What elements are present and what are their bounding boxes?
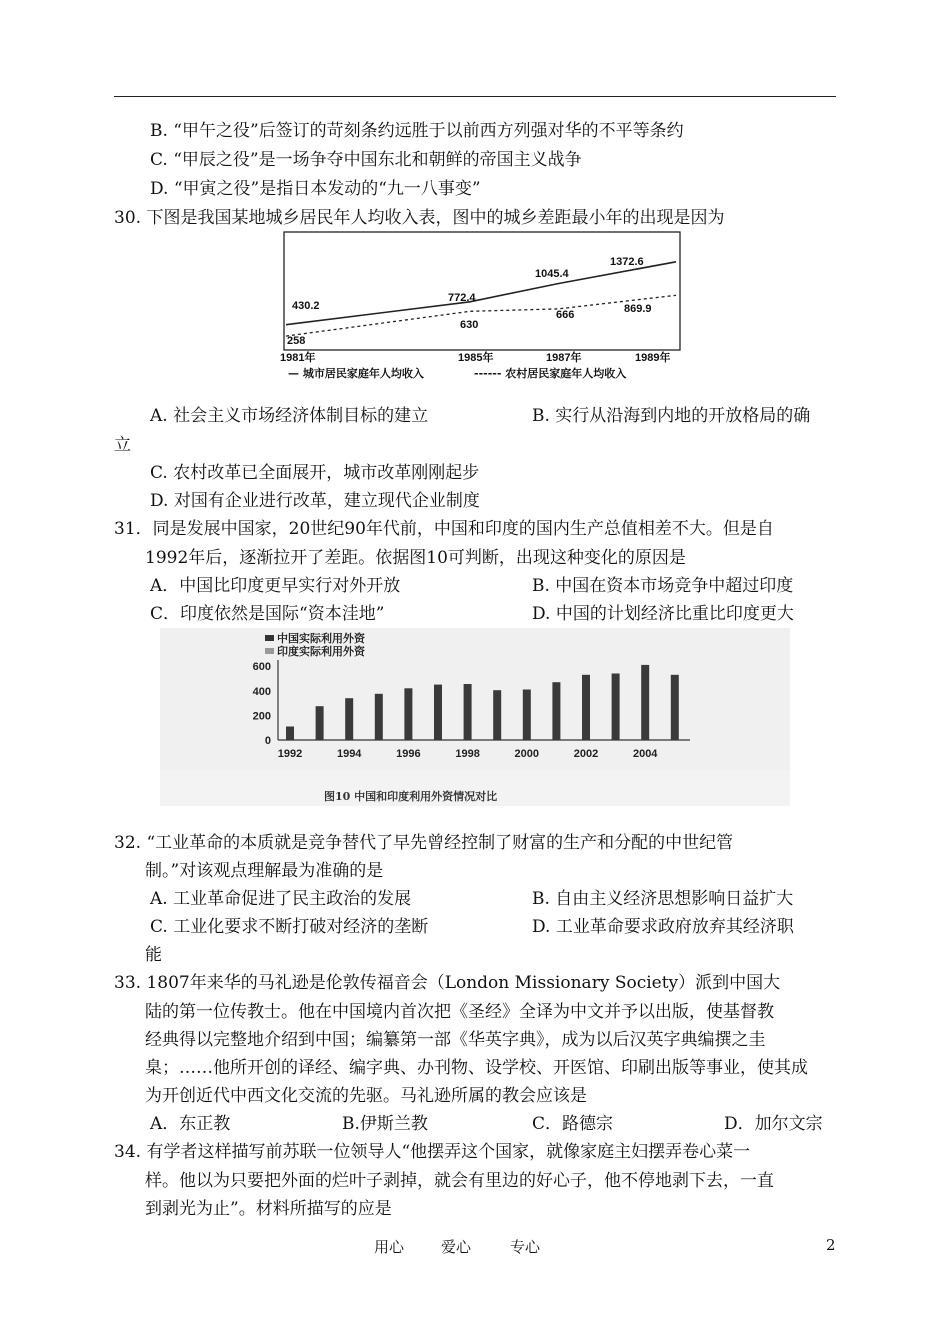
header-rule — [114, 96, 836, 97]
x-tick-1992: 1992 — [277, 748, 303, 760]
q31-option-c: C．印度依然是国际“资本洼地” — [150, 604, 385, 624]
q30-option-c: C. 农村改革已全面展开，城市改革刚刚起步 — [150, 463, 480, 483]
bar-2001 — [552, 682, 560, 740]
q32-option-d: D. 工业革命要求政府放弃其经济职 — [532, 917, 794, 937]
x-tick-1989: 1989年 — [635, 352, 671, 364]
q32-option-a: A. 工业革命促进了民主政治的发展 — [150, 889, 412, 909]
q31-stem-2: 1992年后，逐渐拉开了差距。依据图10可判断，出现这种变化的原因是 — [145, 548, 686, 568]
chart1-frame — [284, 232, 680, 350]
bar-1999 — [493, 690, 501, 740]
chart2-caption: 图10 中国和印度利用外资情况对比 — [324, 790, 498, 803]
label-urban-1985: 772.4 — [448, 292, 476, 304]
x-tick-1987: 1987年 — [546, 352, 582, 364]
page-number: 2 — [826, 1236, 836, 1254]
q31-option-b: B. 中国在资本市场竞争中超过印度 — [532, 576, 794, 596]
x-tick-1985: 1985年 — [458, 352, 494, 364]
label-urban-1981: 430.2 — [292, 300, 320, 312]
label-urban-1989: 1372.6 — [610, 256, 644, 268]
footer-word-1: 用心 — [374, 1238, 405, 1256]
q32-option-b: B. 自由主义经济思想影响日益扩大 — [532, 889, 794, 909]
label-rural-1981: 258 — [287, 335, 306, 347]
urban-income-line — [286, 262, 676, 325]
q33-line-3: 经典得以完整地介绍到中国；编纂第一部《华英字典》，成为以后汉英字典编撰之圭 — [145, 1030, 766, 1050]
legend-rural: ------ 农村居民家庭年人均收入 — [474, 367, 627, 380]
footer-word-3: 专心 — [510, 1238, 541, 1256]
q29-option-c: C. “甲辰之役”是一场争夺中国东北和朝鲜的帝国主义战争 — [150, 150, 582, 170]
x-tick-2004: 2004 — [632, 748, 658, 760]
q30-option-a: A. 社会主义市场经济体制目标的建立 — [150, 406, 429, 426]
x-tick-2002: 2002 — [573, 748, 599, 760]
legend-china-swatch — [265, 635, 274, 641]
q33-option-d: D．加尔文宗 — [724, 1114, 823, 1134]
x-tick-1994: 1994 — [336, 748, 362, 760]
x-tick-1981: 1981年 — [280, 352, 316, 364]
q34-line-2: 样。他以为只要把外面的烂叶子剥掉，就会有里边的好心子，他不停地剥下去，一直 — [145, 1171, 774, 1191]
q33-option-b: B.伊斯兰教 — [342, 1114, 428, 1134]
y-tick-600: 600 — [252, 661, 271, 674]
q32-option-d-cont: 能 — [145, 945, 162, 965]
bar-1996 — [404, 688, 412, 740]
y-tick-200: 200 — [252, 710, 271, 723]
bar-2003 — [612, 674, 620, 741]
bar-2002 — [582, 675, 590, 740]
bar-1997 — [434, 685, 442, 740]
y-tick-0: 0 — [264, 735, 271, 747]
legend-india: 印度实际利用外资 — [277, 645, 365, 658]
q30-option-b: B. 实行从沿海到内地的开放格局的确 — [532, 406, 811, 426]
q33-option-a: A．东正教 — [150, 1114, 231, 1134]
q34-line-3: 到剥光为止”。材料所描写的应是 — [145, 1199, 392, 1219]
bar-1994 — [345, 698, 353, 740]
q33-line-4: 臬；……他所开创的译经、编字典、办刊物、设学校、开医馆、印刷出版等事业，使其成 — [145, 1058, 808, 1078]
x-tick-2000: 2000 — [514, 748, 540, 760]
q31-option-d: D. 中国的计划经济比重比印度更大 — [532, 604, 794, 624]
q31-option-a: A．中国比印度更早实行对外开放 — [150, 576, 401, 596]
bar-2004 — [641, 665, 649, 740]
bar-1993 — [316, 706, 324, 740]
q33-line-2: 陆的第一位传教士。他在中国境内首次把《圣经》全译为中文并予以出版，使基督教 — [145, 1002, 774, 1022]
legend-india-swatch — [265, 648, 274, 654]
income-line-chart — [278, 230, 682, 382]
q30-option-b-cont: 立 — [114, 435, 131, 455]
label-urban-1987: 1045.4 — [535, 268, 569, 280]
q31-stem-1: 31．同是发展中国家，20世纪90年代前，中国和印度的国内生产总值相差不大。但是自 — [114, 519, 774, 539]
q33-line-1: 33. 1807年来华的马礼逊是伦敦传福音会（London Missionary Society）派到中国大 — [114, 973, 781, 993]
x-tick-1996: 1996 — [396, 748, 421, 760]
bar-2000 — [523, 690, 531, 741]
legend-urban: — 城市居民家庭年人均收入 — [288, 367, 424, 380]
q30-option-d: D. 对国有企业进行改革，建立现代企业制度 — [150, 491, 480, 511]
bar-1998 — [464, 684, 472, 740]
label-rural-1985: 630 — [460, 319, 479, 331]
q30-stem: 30. 下图是我国某地城乡居民年人均收入表，图中的城乡差距最小年的出现是因为 — [114, 208, 725, 228]
q32-stem-1: 32. “工业革命的本质就是竞争替代了早先曾经控制了财富的生产和分配的中世纪管 — [114, 833, 734, 853]
q32-stem-2: 制。”对该观点理解最为准确的是 — [145, 861, 384, 881]
q34-line-1: 34. 有学者这样描写前苏联一位领导人“他摆弄这个国家，就像家庭主妇摆弄卷心菜一 — [114, 1142, 751, 1162]
legend-china: 中国实际利用外资 — [277, 632, 365, 645]
y-tick-400: 400 — [252, 685, 271, 698]
label-rural-1989: 869.9 — [624, 303, 652, 315]
bar-2005 — [671, 675, 679, 740]
q33-option-c: C．路德宗 — [532, 1114, 614, 1134]
q32-option-c: C. 工业化要求不断打破对经济的垄断 — [150, 917, 429, 937]
fdi-bar-chart — [160, 628, 790, 806]
bar-1992 — [286, 727, 294, 741]
rural-income-line — [286, 295, 676, 336]
label-rural-1987: 666 — [556, 309, 575, 321]
footer-word-2: 爱心 — [441, 1238, 472, 1256]
q33-line-5: 为开创近代中西文化交流的先驱。马礼逊所属的教会应该是 — [145, 1086, 587, 1106]
x-tick-1998: 1998 — [455, 748, 480, 760]
q29-option-d: D. “甲寅之役”是指日本发动的“九一八事变” — [150, 179, 481, 199]
bar-1995 — [375, 694, 383, 740]
q29-option-b: B. “甲午之役”后签订的苛刻条约远胜于以前西方列强对华的不平等条约 — [150, 121, 684, 141]
